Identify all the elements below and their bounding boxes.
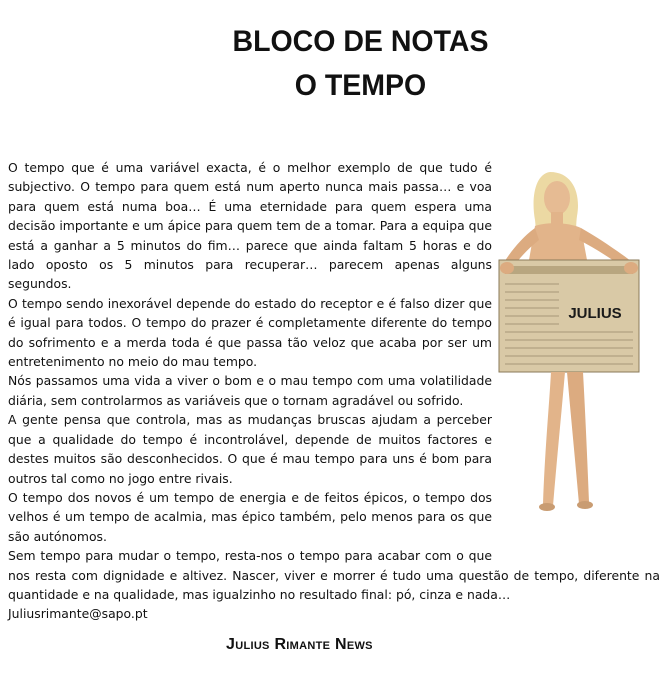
- figure-spacer: [492, 158, 660, 550]
- article-body: [8, 158, 660, 624]
- article-paragraph: A gente pensa que controla, mas as mudanças bruscas ajudam a perceber que a qualidade do tempo é incontrolável, depende de muitos factores e destes muitos são desconhecidos. O que é mau tempo para uns é bom para outros tal como no jogo entre rivais.: [8, 412, 492, 486]
- article-paragraph: O tempo que é uma variável exacta, é o melhor exemplo de que tudo é subjectivo. O tempo para quem está num aperto nunca mais passa… e voa para quem está numa boa… É uma eternidade para quem espera uma decisão importante e um ápice para quem tem de a tomar. Para a equipa que está a ganhar a 5 minutos do fim… parece que ainda faltam 5 horas e do lado oposto os 5 minutos para recuperar… parecem apenas alguns segundos.: [8, 160, 492, 292]
- page-title-line2: O TEMPO: [294, 69, 427, 102]
- page-title-line1: BLOCO DE NOTAS: [232, 25, 489, 58]
- author-email: Juliusrimante@sapo.pt: [8, 606, 148, 622]
- article-paragraph: Sem tempo para mudar o tempo, resta-nos o tempo para acabar com o que nos resta com dignidade e altivez. Nascer, viver e morrer é tudo uma questão de tempo, diferente na quantidade e na qualidade, mas igualzinho no resultado final: pó, cinza e nada…: [8, 548, 660, 602]
- newspaper-sign-text: JULIUS: [568, 305, 622, 322]
- signature: Julius Rimante News: [226, 636, 373, 653]
- article-paragraph: Nós passamos uma vida a viver o bom e o mau tempo com uma volatilidade diária, sem controlarmos as variáveis que o tornam agradável ou sofrido.: [8, 373, 492, 408]
- article-paragraph: O tempo sendo inexorável depende do estado do receptor e é falso dizer que é igual para todos. O tempo do prazer é completamente diferente do tempo do sofrimento e a merda toda é que passa tão veloz que acaba por ser um entretenimento no meio do mau tempo.: [8, 295, 492, 370]
- article-paragraph: O tempo dos novos é um tempo de energia e de feitos épicos, o tempo dos velhos é um tempo de acalmia, mas épico também, pelo menos para os que são autónomos.: [8, 489, 492, 544]
